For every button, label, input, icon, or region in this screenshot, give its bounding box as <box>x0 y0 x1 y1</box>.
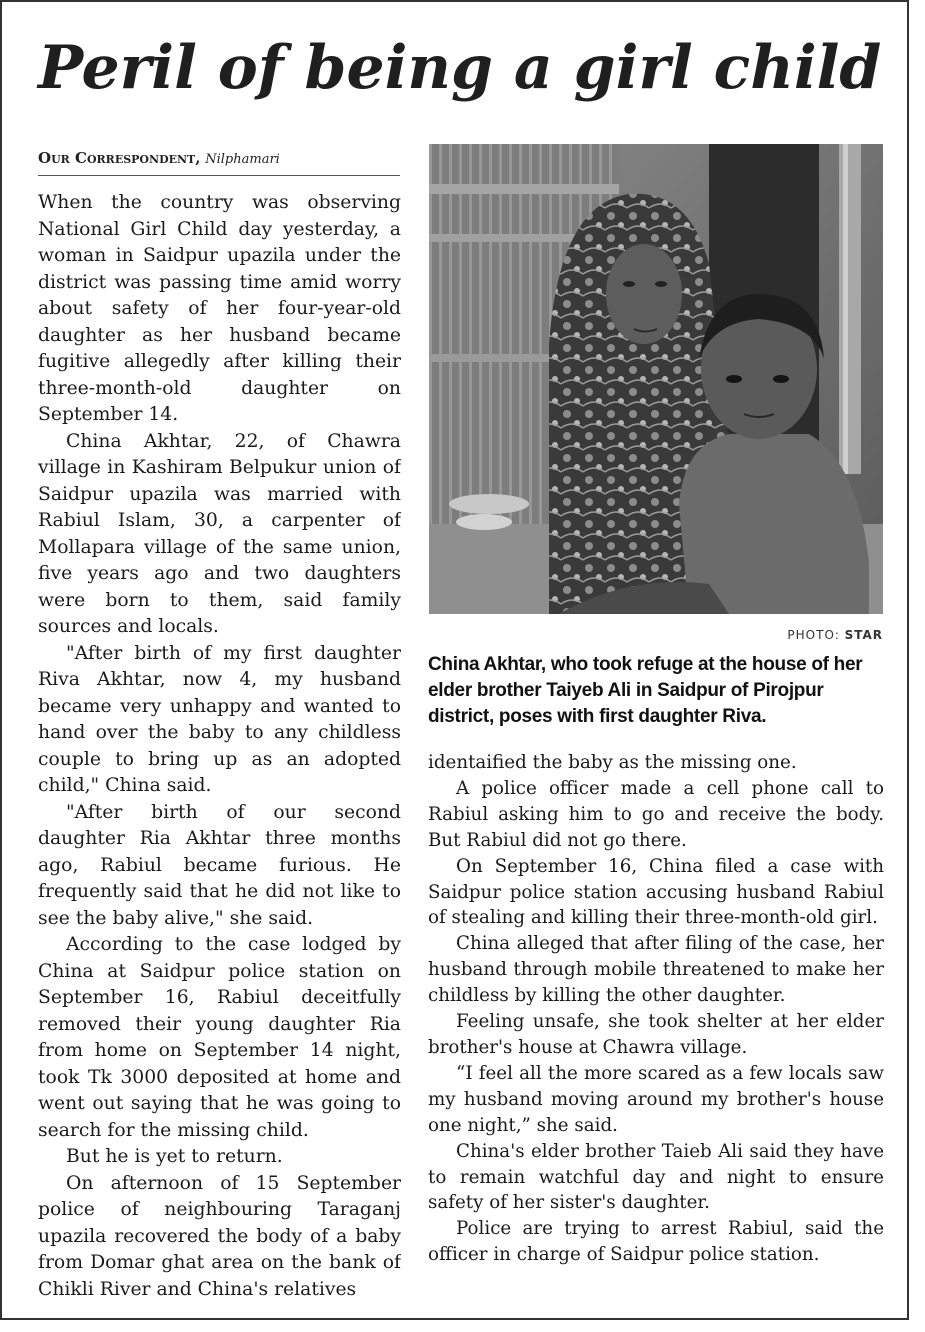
article-column-left <box>38 190 401 1312</box>
paragraph: Feeling unsafe, she took shelter at her elder brother's house at Chawra village. <box>428 1011 884 1058</box>
news-photo <box>429 144 883 614</box>
paragraph: China Akhtar, 22, of Chawra village in Kashiram Belpukur union of Saidpur upazila was married with Rabiul Islam, 30, a carpenter of Mollapara village of the same union, five years ago and two daughters were born to them, said family sources and locals. <box>38 430 401 637</box>
byline-place: Nilphamari <box>205 152 280 167</box>
paragraph: China alleged that after filing of the case, her husband through mobile threatened to make her childless by killing the other daughter. <box>428 933 884 1007</box>
paragraph: When the country was observing National Girl Child day yesterday, a woman in Saidpur upazila under the district was passing time amid worry about safety of her four-year-old daughter as her husband became fugitive allegedly after killing their three-month-old daughter on September 14. <box>38 192 401 425</box>
paragraph: “I feel all the more scared as a few locals saw my husband moving around my brother's house one night,” she said. <box>428 1062 884 1136</box>
paragraph: China's elder brother Taieb Ali said they have to remain watchful day and night to ensure safety of her sister's daughter. <box>428 1140 884 1214</box>
paragraph: On September 16, China filed a case with Saidpur police station accusing husband Rabiul of stealing and killing their three-month-old girl. <box>428 855 884 929</box>
headline: Peril of being a girl child <box>38 33 882 103</box>
photo-caption: China Akhtar, who took refuge at the house of her elder brother Taiyeb Ali in Saidpur of Pirojpur district, poses with first daughter Riva. <box>428 654 863 727</box>
paragraph: According to the case lodged by China at Saidpur police station on September 16, Rabiul deceitfully removed their young daughter Ria from home on September 14 night, took Tk 3000 deposited at home and went out saying that he was going to search for the missing child. <box>38 934 401 1141</box>
paragraph: Police are trying to arrest Rabiul, said the officer in charge of Saidpur police station. <box>428 1218 884 1266</box>
paragraph: "After birth of my first daughter Riva Akhtar, now 4, my husband became very unhappy and wanted to hand over the baby to any childless couple to bring up as an adopted child," China said. <box>38 642 401 796</box>
article-column-right <box>428 750 884 1315</box>
paragraph: On afternoon of 15 September police of neighbouring Taraganj upazila recovered the body of a baby from Domar ghat area on the bank of Chikli River and China's relatives <box>38 1172 401 1300</box>
paragraph: identaified the baby as the missing one. <box>428 752 797 773</box>
paragraph: A police officer made a cell phone call to Rabiul asking him to go and receive the body. But Rabiul did not go there. <box>428 777 884 851</box>
photo-credit-source: STAR <box>844 628 883 642</box>
photo-illustration <box>429 144 883 614</box>
byline <box>38 147 400 176</box>
paragraph: But he is yet to return. <box>66 1146 283 1167</box>
photo-credit <box>602 628 883 642</box>
byline-author: Our Correspondent, <box>38 149 201 167</box>
paragraph: "After birth of our second daughter Ria Akhtar three months ago, Rabiul became furious. He frequently said that he did not like to see the baby alive," she said. <box>38 801 401 929</box>
photo-credit-label: PHOTO: <box>787 628 840 642</box>
